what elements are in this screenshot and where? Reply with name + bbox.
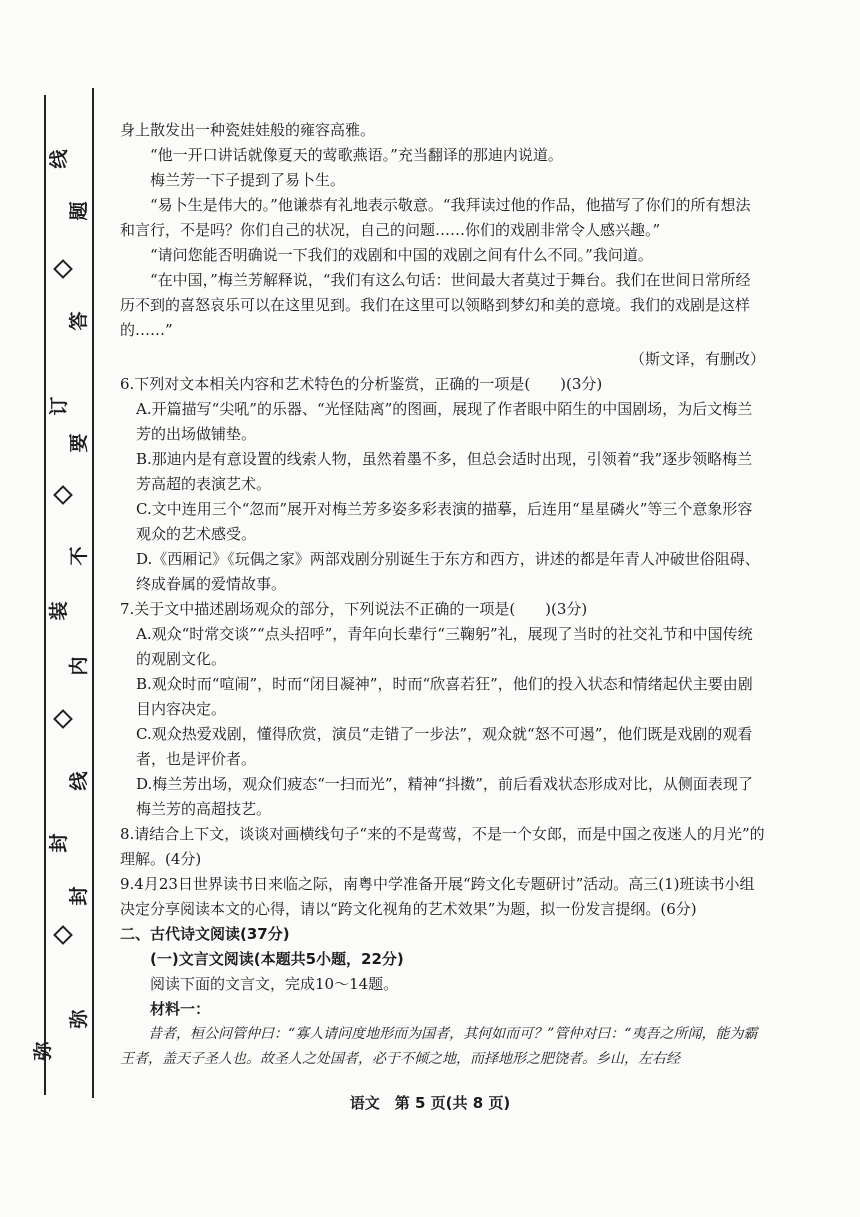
passage-paragraph: 身上散发出一种瓷娃娃般的雍容高雅。	[120, 121, 376, 139]
question-option: B.观众时而“喧闹”，时而“闭目凝神”，时而“欣喜若狂”，他们的投入状态和情绪起伏主要由剧目内容决定。	[136, 675, 753, 718]
margin-char: 线	[68, 771, 90, 791]
question-option: D.梅兰芳出场，观众们疲态“一扫而光”，精神“抖擞”，前后看戏状态形成对比，从侧面表现了梅兰芳的高超技艺。	[136, 775, 753, 818]
page-footer: 语文 第 5 页(共 8 页)	[349, 1094, 511, 1112]
question-6	[120, 372, 765, 597]
margin-line-outer	[44, 95, 46, 1095]
question-stem: 8.请结合上下文，谈谈对画横线句子“来的不是莺莺，不是一个女郎，而是中国之夜迷人的月光”的理解。(4分)	[120, 825, 765, 868]
margin-char: 不	[68, 546, 90, 566]
passage-paragraph: 梅兰芳一下子提到了易卜生。	[150, 171, 346, 189]
margin-char: 内	[68, 656, 90, 676]
margin-diamond	[53, 925, 73, 945]
question-stem: 9.4月23日世界读书日来临之际，南粤中学准备开展“跨文化专题研讨”活动。高三(1)班读书小组决定分享阅读本文的心得，请以“跨文化视角的艺术效果”为题，拟一份发言提纲。(6分)	[120, 875, 755, 918]
question-option: A.观众“时常交谈”“点头招呼”，青年向长辈行“三鞠躬”礼，展现了当时的社交礼节和中国传统的观剧文化。	[136, 625, 753, 668]
question-option: A.开篇描写“尖吼”的乐器、“光怪陆离”的图画，展现了作者眼中陌生的中国剧场，为后文梅兰芳的出场做铺垫。	[136, 400, 753, 443]
passage-paragraph: “请问您能否明确说一下我们的戏剧和中国的戏剧之间有什么不同。”我问道。	[150, 246, 653, 264]
question-7	[120, 597, 765, 822]
passage-paragraph: “他一开口讲话就像夏天的莺歌燕语。”充当翻译的那迪内说道。	[150, 146, 563, 164]
material-text: 昔者，桓公问管仲曰：“寡人请问度地形而为国者，其何如而可？”管仲对曰：“夷吾之所闻，能为霸王者，盖天子圣人也。故圣人之处国者，必于不倾之地，而择地形之肥饶者。乡山，左右经	[120, 1026, 758, 1067]
margin-char: 弥	[32, 1041, 54, 1061]
margin-char: 封	[68, 886, 90, 906]
question-stem: 6.下列对文本相关内容和艺术特色的分析鉴赏，正确的一项是( )(3分)	[120, 375, 603, 393]
passage-paragraph: “在中国，”梅兰芳解释说，“我们有这么句话：世间最大者莫过于舞台。我们在世间日常所经历不到的喜怒哀乐可以在这里见到。我们在这里可以领略到梦幻和美的意境。我们的戏剧是这样的……”	[120, 271, 751, 339]
margin-char: 题	[68, 201, 90, 221]
margin-char: 订	[48, 396, 70, 416]
margin-diamond	[53, 259, 73, 279]
margin-char: 答	[68, 311, 90, 331]
passage-paragraph: “易卜生是伟大的。”他谦恭有礼地表示敬意。“我拜读过他的作品，他描写了你们的所有想法和言行，不是吗？你们自己的状况，自己的问题……你们的戏剧非常令人感兴趣。”	[120, 196, 751, 239]
page-content	[120, 118, 765, 1072]
margin-char: 装	[48, 601, 70, 621]
question-9	[120, 872, 765, 922]
section-heading: 二、古代诗文阅读(37分)	[120, 925, 290, 943]
material-label: 材料一：	[150, 1000, 211, 1018]
margin-diamond	[53, 485, 73, 505]
margin-line-inner	[92, 88, 94, 1098]
question-option: B.那迪内是有意设置的线索人物，虽然着墨不多，但总会适时出现，引领着“我”逐步领略梅兰芳高超的表演艺术。	[136, 450, 753, 493]
margin-char: 弥	[68, 1009, 90, 1029]
margin-char: 线	[48, 149, 70, 169]
binding-margin	[0, 0, 100, 1100]
question-8	[120, 822, 765, 872]
question-stem: 7.关于文中描述剧场观众的部分，下列说法不正确的一项是( )(3分)	[120, 600, 588, 618]
margin-char: 封	[48, 833, 70, 853]
passage-source: （斯文译，有删改）	[629, 350, 765, 368]
question-option: C.文中连用三个“忽而”展开对梅兰芳多姿多彩表演的描摹，后连用“星星磷火”等三个意象形容观众的艺术感受。	[136, 500, 753, 543]
question-option: C.观众热爱戏剧，懂得欣赏，演员“走错了一步法”，观众就“怒不可遏”，他们既是戏剧的观看者，也是评价者。	[136, 725, 753, 768]
reading-instruction: 阅读下面的文言文，完成10～14题。	[150, 975, 399, 993]
sub-section-heading: (一)文言文阅读(本题共5小题，22分)	[150, 950, 404, 968]
question-option: D.《西厢记》《玩偶之家》两部戏剧分别诞生于东方和西方，讲述的都是年青人冲破世俗阻碍、终成眷属的爱情故事。	[136, 550, 760, 593]
margin-diamond	[53, 709, 73, 729]
margin-char: 要	[68, 433, 90, 453]
